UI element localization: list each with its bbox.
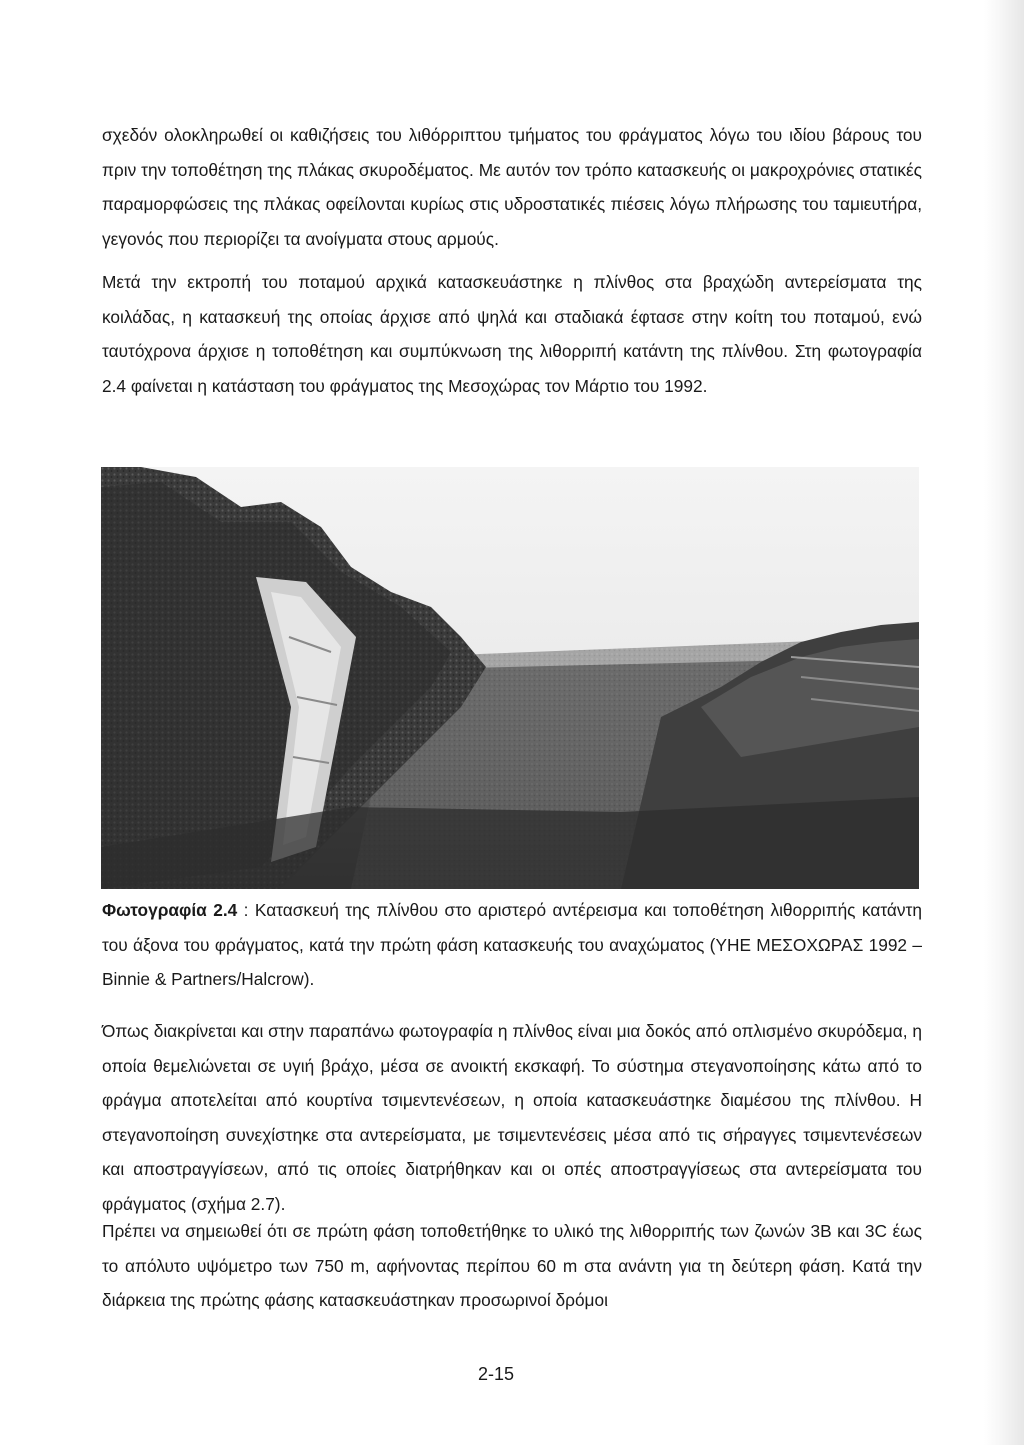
photo-caption bbox=[102, 893, 922, 997]
paragraph-plinth-construction: Μετά την εκτροπή του ποταμού αρχικά κατασκευάστηκε η πλίνθος στα βραχώδη αντερείσματα της κοιλάδας, η κατασκευή της οποίας άρχισε από ψηλά και σταδιακά έφτασε στην κοίτη του ποταμού, ενώ ταυτόχρονα άρχισε η τοποθέτηση και συμπύκνωση της λιθορριπή κατάντη της πλίνθου. Στη φωτογραφία 2.4 φαίνεται η κατάσταση του φράγματος της Μεσοχώρας τον Μάρτιο του 1992. bbox=[102, 272, 922, 396]
paragraph-settlement: σχεδόν ολοκληρωθεί οι καθιζήσεις του λιθόρριπτου τμήματος του φράγματος λόγω του ιδίου βάρους του πριν την τοποθέτηση της πλάκας σκυροδέματος. Με αυτόν τον τρόπο κατασκευής οι μακροχρόνιες στατικές παραμορφώσεις της πλάκας οφείλονται κυρίως στις υδροστατικές πιέσεις λόγω πλήρωσης του ταμιευτήρα, γεγονός που περιορίζει τα ανοίγματα στους αρμούς. bbox=[102, 125, 922, 249]
scan-shadow bbox=[984, 0, 1024, 1445]
page-number: 2-15 bbox=[478, 1364, 515, 1384]
paragraph-plinth-description: Όπως διακρίνεται και στην παραπάνω φωτογραφία η πλίνθος είναι μια δοκός από οπλισμένο σκυρόδεμα, η οποία θεμελιώνεται σε υγιή βράχο, μέσα σε ανοικτή εκσκαφή. Το σύστημα στεγανοποίησης κάτω από το φράγμα αποτελείται από κουρτίνα τσιμεντενέσεων, η οποία κατασκευάστηκε διαμέσου της πλίνθου. Η στεγανοποίηση συνεχίστηκε στα αντερείσματα, με τσιμεντενέσεις μέσα από τις σήραγγες τσιμεντενέσεων και αποστραγγίσεων, από τις οποίες διατρήθηκαν και οι οπές αποστραγγίσεως στα αντερείσματα του φράγματος (σχήμα 2.7). bbox=[102, 1021, 922, 1214]
caption-label: Φωτογραφία 2.4 bbox=[102, 900, 238, 920]
paragraph-first-phase: Πρέπει να σημειωθεί ότι σε πρώτη φάση τοποθετήθηκε το υλικό της λιθορριπής των ζωνών 3B και 3C έως το απόλυτο υψόμετρο των 750 m, αφήνοντας περίπου 60 m στα ανάντη για τη δεύτερη φάση. Κατά την διάρκεια της πρώτης φάσης κατασκευάστηκαν προσωρινοί δρόμοι bbox=[102, 1221, 922, 1311]
caption-text: : Κατασκευή της πλίνθου στο αριστερό αντέρεισμα και τοποθέτηση λιθορριπής κατάντη του άξονα του φράγματος, κατά την πρώτη φάση κατασκευής του αναχώματος (ΥΗΕ ΜΕΣΟΧΩΡΑΣ 1992 – Binnie & Partners/Halcrow). bbox=[102, 900, 922, 990]
dam-construction-photo bbox=[101, 467, 919, 889]
